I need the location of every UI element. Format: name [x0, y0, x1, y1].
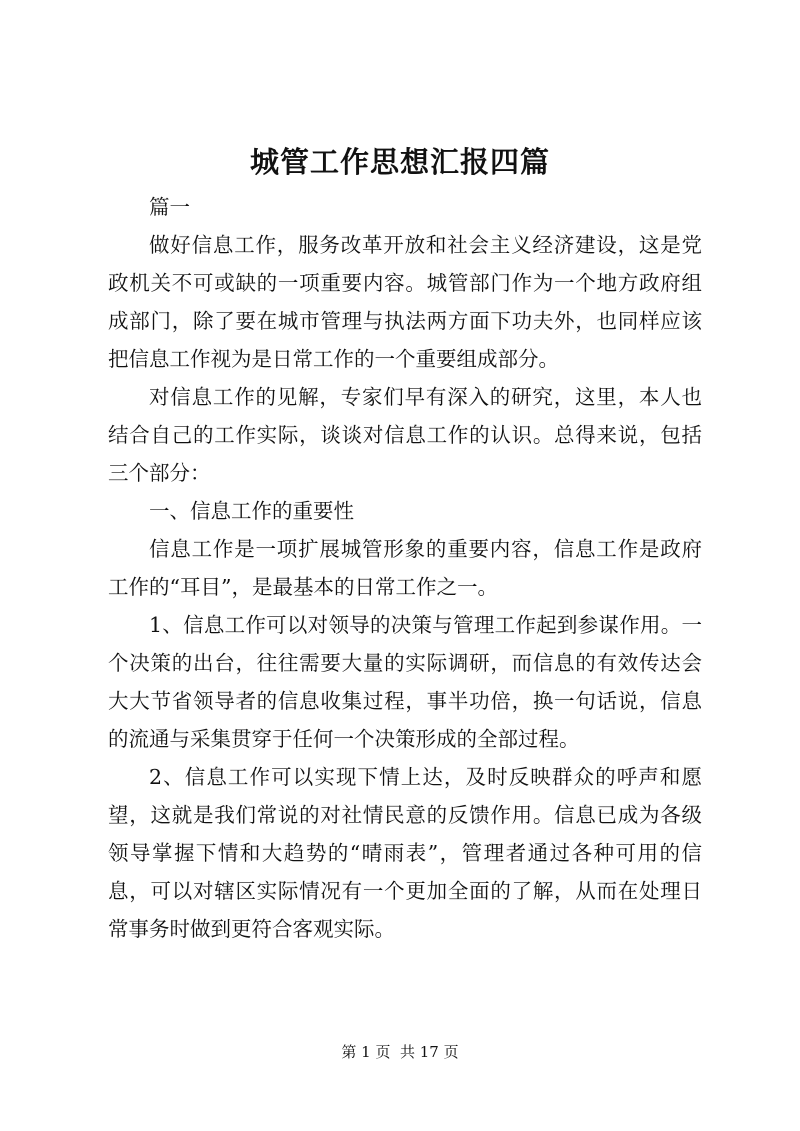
body-paragraph: 做好信息工作，服务改革开放和社会主义经济建设，这是党政机关不可或缺的一项重要内容。城管部门作为一个地方政府组成部门，除了要在城市管理与执法两方面下功夫外，也同样应该把信息工作视为是日常工作的一个重要组成部分。: [108, 233, 702, 371]
page-number: 第 1 页 共 17 页: [341, 1043, 459, 1061]
body-paragraph: 对信息工作的见解，专家们早有深入的研究，这里，本人也结合自己的工作实际，谈谈对信息工作的认识。总得来说，包括三个部分：: [108, 385, 702, 485]
body-paragraph: 信息工作是一项扩展城管形象的重要内容，信息工作是政府工作的“耳目”，是最基本的日常工作之一。: [108, 537, 702, 599]
page-footer: [0, 1042, 800, 1062]
document-body: [108, 188, 702, 948]
body-paragraph: 2、信息工作可以实现下情上达，及时反映群众的呼声和愿望，这就是我们常说的对社情民意的反馈作用。信息已成为各级领导掌握下情和大趋势的“晴雨表”，管理者通过各种可用的信息，可以对辖区实际情况有一个更加全面的了解，从而在处理日常事务时做到更符合客观实际。: [108, 765, 702, 941]
section-heading: 篇一: [149, 195, 190, 219]
section-heading: 一、信息工作的重要性: [149, 499, 354, 523]
document-title: 城管工作思想汇报四篇: [249, 145, 550, 179]
body-paragraph: 1、信息工作可以对领导的决策与管理工作起到参谋作用。一个决策的出台，往往需要大量的实际调研，而信息的有效传达会大大节省领导者的信息收集过程，事半功倍，换一句话说，信息的流通与采集贯穿于任何一个决策形成的全部过程。: [108, 613, 702, 751]
